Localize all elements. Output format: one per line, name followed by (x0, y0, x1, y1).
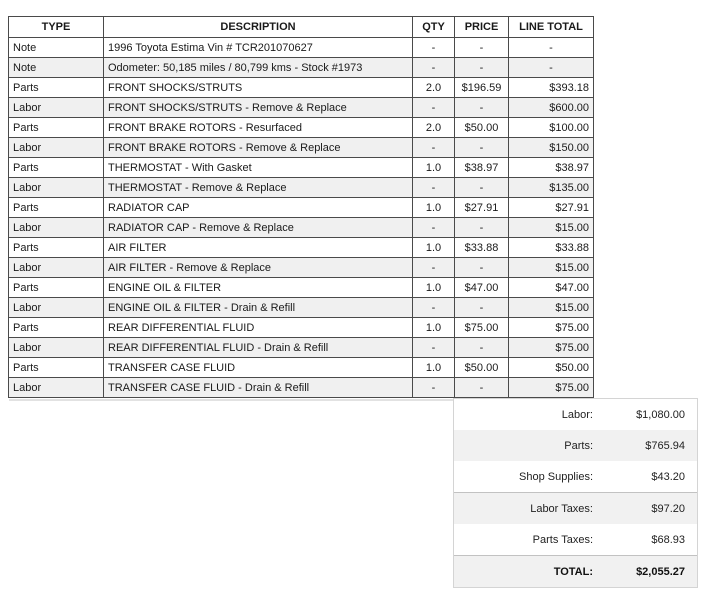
table-cell: - (455, 58, 509, 78)
table-cell: $50.00 (455, 118, 509, 138)
totals-row (454, 430, 697, 461)
table-cell: - (509, 58, 594, 78)
table-cell: Labor (9, 178, 104, 198)
table-row (9, 358, 594, 378)
table-cell: $15.00 (509, 218, 594, 238)
table-cell: - (455, 98, 509, 118)
totals-value: $1,080.00 (636, 408, 685, 421)
table-cell: AIR FILTER (104, 238, 413, 258)
table-cell: 1.0 (413, 358, 455, 378)
table-cell: $47.00 (455, 278, 509, 298)
table-cell: Parts (9, 278, 104, 298)
table-cell: Parts (9, 118, 104, 138)
table-row (9, 218, 594, 238)
table-row (9, 258, 594, 278)
table-cell: - (455, 178, 509, 198)
totals-label: Parts Taxes: (532, 533, 593, 546)
table-cell: - (413, 258, 455, 278)
table-cell: $75.00 (509, 338, 594, 358)
table-cell: - (455, 298, 509, 318)
table-cell: - (455, 38, 509, 58)
table-cell: 2.0 (413, 78, 455, 98)
table-cell: TRANSFER CASE FLUID - Drain & Refill (104, 378, 413, 398)
table-row (9, 138, 594, 158)
totals-label: Labor Taxes: (530, 502, 593, 515)
totals-value: $2,055.27 (636, 565, 685, 578)
table-cell: - (413, 298, 455, 318)
table-cell: $33.88 (455, 238, 509, 258)
totals-row (454, 556, 697, 587)
header-cell: TYPE (9, 17, 104, 38)
table-row (9, 38, 594, 58)
table-cell: $75.00 (455, 318, 509, 338)
totals-row (454, 524, 697, 555)
table-cell: $50.00 (509, 358, 594, 378)
table-cell: $75.00 (509, 378, 594, 398)
table-cell: - (413, 38, 455, 58)
table-cell: FRONT SHOCKS/STRUTS - Remove & Replace (104, 98, 413, 118)
table-cell: ENGINE OIL & FILTER (104, 278, 413, 298)
table-cell: TRANSFER CASE FLUID (104, 358, 413, 378)
table-cell: Labor (9, 218, 104, 238)
table-cell: - (455, 258, 509, 278)
totals-row (454, 461, 697, 492)
table-cell: Odometer: 50,185 miles / 80,799 kms - Stock #1973 (104, 58, 413, 78)
table-cell: Labor (9, 138, 104, 158)
table-row (9, 318, 594, 338)
table-cell: 1.0 (413, 318, 455, 338)
totals-panel (453, 398, 698, 588)
table-cell: Parts (9, 158, 104, 178)
totals-row (454, 399, 697, 430)
table-cell: $38.97 (455, 158, 509, 178)
totals-group (454, 492, 697, 555)
totals-value: $68.93 (651, 533, 685, 546)
table-cell: - (413, 138, 455, 158)
table-cell: $38.97 (509, 158, 594, 178)
table-row (9, 178, 594, 198)
table-cell: - (413, 218, 455, 238)
table-cell: $100.00 (509, 118, 594, 138)
table-cell: Labor (9, 378, 104, 398)
table-cell: REAR DIFFERENTIAL FLUID (104, 318, 413, 338)
table-cell: 1.0 (413, 158, 455, 178)
table-cell: THERMOSTAT - With Gasket (104, 158, 413, 178)
header-cell: LINE TOTAL (509, 17, 594, 38)
table-row (9, 58, 594, 78)
table-cell: FRONT BRAKE ROTORS - Resurfaced (104, 118, 413, 138)
totals-group (454, 399, 697, 492)
table-cell: RADIATOR CAP - Remove & Replace (104, 218, 413, 238)
table-cell: - (413, 98, 455, 118)
table-cell: Parts (9, 238, 104, 258)
table-cell: $33.88 (509, 238, 594, 258)
table-cell: Parts (9, 198, 104, 218)
totals-value: $765.94 (645, 439, 685, 452)
table-row (9, 378, 594, 398)
table-cell: Labor (9, 98, 104, 118)
table-cell: - (413, 378, 455, 398)
table-row (9, 338, 594, 358)
totals-label: Labor: (561, 408, 593, 421)
table-cell: Labor (9, 258, 104, 278)
table-cell: Note (9, 58, 104, 78)
table-cell: RADIATOR CAP (104, 198, 413, 218)
table-row (9, 198, 594, 218)
table-cell: $150.00 (509, 138, 594, 158)
table-cell: $393.18 (509, 78, 594, 98)
table-row (9, 238, 594, 258)
table-cell: $15.00 (509, 258, 594, 278)
invoice-table (8, 16, 594, 398)
table-cell: $600.00 (509, 98, 594, 118)
table-cell: 1.0 (413, 278, 455, 298)
table-cell: - (413, 58, 455, 78)
totals-row (454, 493, 697, 524)
table-cell: Labor (9, 338, 104, 358)
table-cell: REAR DIFFERENTIAL FLUID - Drain & Refill (104, 338, 413, 358)
table-cell: $27.91 (509, 198, 594, 218)
table-cell: - (413, 178, 455, 198)
table-cell: 2.0 (413, 118, 455, 138)
header-cell: DESCRIPTION (104, 17, 413, 38)
table-row (9, 298, 594, 318)
table-cell: - (455, 218, 509, 238)
totals-value: $97.20 (651, 502, 685, 515)
table-cell: FRONT BRAKE ROTORS - Remove & Replace (104, 138, 413, 158)
table-cell: $27.91 (455, 198, 509, 218)
table-cell: 1.0 (413, 238, 455, 258)
table-cell: Labor (9, 298, 104, 318)
table-cell: $75.00 (509, 318, 594, 338)
table-cell: - (455, 378, 509, 398)
table-row (9, 158, 594, 178)
totals-label: TOTAL: (553, 565, 593, 578)
table-cell: $47.00 (509, 278, 594, 298)
table-cell: Parts (9, 78, 104, 98)
table-cell: Note (9, 38, 104, 58)
table-cell: - (413, 338, 455, 358)
totals-value: $43.20 (651, 470, 685, 483)
table-header-row (9, 17, 594, 38)
totals-group (454, 555, 697, 587)
table-cell: - (455, 338, 509, 358)
table-cell: $196.59 (455, 78, 509, 98)
totals-label: Shop Supplies: (519, 470, 593, 483)
table-row (9, 278, 594, 298)
table-cell: $15.00 (509, 298, 594, 318)
totals-label: Parts: (564, 439, 593, 452)
header-cell: PRICE (455, 17, 509, 38)
table-row (9, 78, 594, 98)
table-cell: $135.00 (509, 178, 594, 198)
table-cell: Parts (9, 318, 104, 338)
table-cell: FRONT SHOCKS/STRUTS (104, 78, 413, 98)
table-cell: - (455, 138, 509, 158)
table-row (9, 98, 594, 118)
table-cell: $50.00 (455, 358, 509, 378)
table-cell: - (509, 38, 594, 58)
table-cell: 1.0 (413, 198, 455, 218)
table-cell: 1996 Toyota Estima Vin # TCR201070627 (104, 38, 413, 58)
table-cell: AIR FILTER - Remove & Replace (104, 258, 413, 278)
table-cell: ENGINE OIL & FILTER - Drain & Refill (104, 298, 413, 318)
header-cell: QTY (413, 17, 455, 38)
table-row (9, 118, 594, 138)
table-cell: Parts (9, 358, 104, 378)
table-cell: THERMOSTAT - Remove & Replace (104, 178, 413, 198)
